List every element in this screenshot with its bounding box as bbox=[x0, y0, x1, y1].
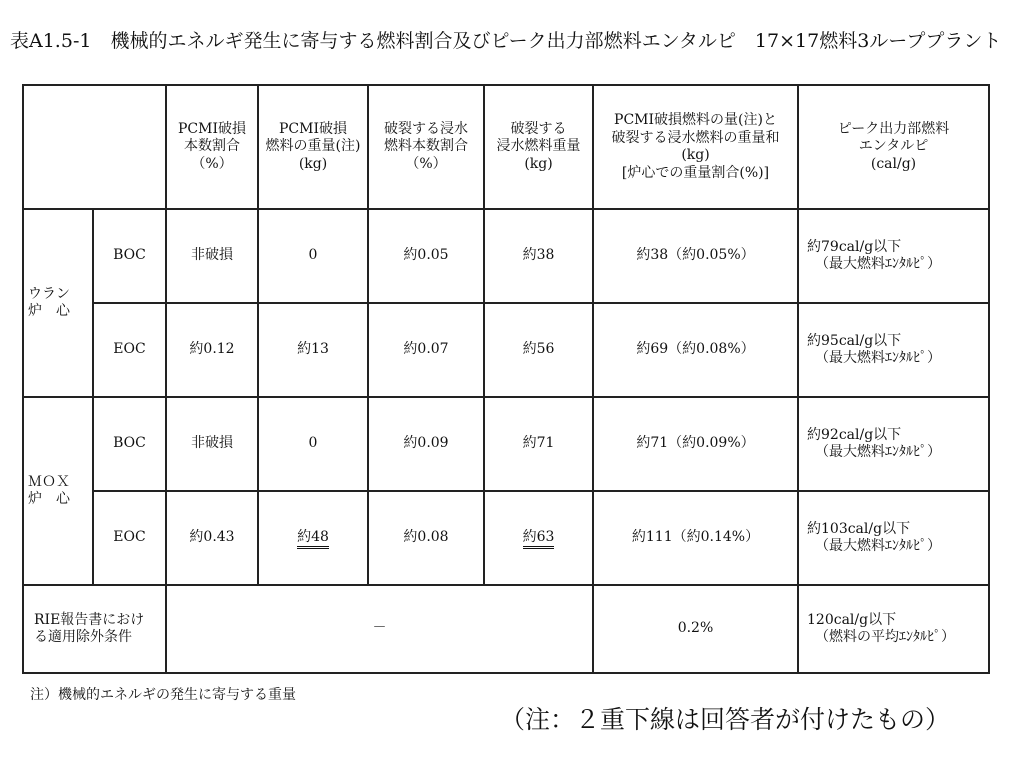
enthalpy-cell bbox=[798, 209, 989, 303]
table-row bbox=[23, 491, 989, 585]
enthalpy-cell bbox=[798, 303, 989, 397]
enthalpy-note: （最大燃料ｴﾝﾀﾙﾋﾟ） bbox=[815, 350, 941, 366]
header-weight-sum: PCMI破損燃料の量(注)と 破裂する浸水燃料の重量和 (kg) [炉心での重量割合(%)] bbox=[593, 85, 798, 209]
enthalpy-value: 120cal/g以下 bbox=[807, 611, 897, 628]
enthalpy-value: 約79cal/g以下 bbox=[807, 238, 902, 255]
burst-ratio-cell: 約0.09 bbox=[368, 397, 484, 491]
burst-weight-cell: 約56 bbox=[484, 303, 593, 397]
phase-cell: BOC bbox=[93, 397, 166, 491]
burst-ratio-cell: 約0.05 bbox=[368, 209, 484, 303]
burst-ratio-cell: 約0.08 bbox=[368, 491, 484, 585]
header-burst-weight: 破裂する 浸水燃料重量 (kg) bbox=[484, 85, 593, 209]
burst-ratio-cell: 約0.07 bbox=[368, 303, 484, 397]
enthalpy-value: 約103cal/g以下 bbox=[807, 520, 911, 537]
enthalpy-note: （燃料の平均ｴﾝﾀﾙﾋﾟ） bbox=[815, 629, 955, 645]
header-pcmi-weight: PCMI破損 燃料の重量(注) (kg) bbox=[258, 85, 368, 209]
weight-sum-cell: 約69（約0.08%） bbox=[593, 303, 798, 397]
enthalpy-note: （最大燃料ｴﾝﾀﾙﾋﾟ） bbox=[815, 256, 941, 272]
enthalpy-cell bbox=[798, 491, 989, 585]
enthalpy-value: 約95cal/g以下 bbox=[807, 332, 902, 349]
core-label-uranium: ウラン 炉 心 bbox=[23, 209, 93, 397]
table-row bbox=[23, 303, 989, 397]
pcmi-ratio-cell: 約0.43 bbox=[166, 491, 258, 585]
pcmi-weight-cell: 0 bbox=[258, 397, 368, 491]
double-underlined-value: 約48 bbox=[297, 529, 329, 549]
rie-label: RIE報告書におけ る適用除外条件 bbox=[23, 585, 166, 673]
burst-weight-cell: 約71 bbox=[484, 397, 593, 491]
rie-dash-cell: － bbox=[166, 585, 593, 673]
weight-sum-cell: 約71（約0.09%） bbox=[593, 397, 798, 491]
table-row bbox=[23, 209, 989, 303]
header-blank bbox=[23, 85, 166, 209]
header-pcmi-ratio: PCMI破損 本数割合 （%） bbox=[166, 85, 258, 209]
enthalpy-value: 約92cal/g以下 bbox=[807, 426, 902, 443]
double-underlined-value: 約63 bbox=[523, 529, 555, 549]
pcmi-ratio-cell: 約0.12 bbox=[166, 303, 258, 397]
pcmi-ratio-cell: 非破損 bbox=[166, 209, 258, 303]
header-burst-ratio: 破裂する浸水 燃料本数割合 （%） bbox=[368, 85, 484, 209]
burst-weight-cell bbox=[484, 491, 593, 585]
weight-sum-cell: 約111（約0.14%） bbox=[593, 491, 798, 585]
phase-cell: EOC bbox=[93, 303, 166, 397]
enthalpy-cell bbox=[798, 397, 989, 491]
header-enthalpy: ピーク出力部燃料 エンタルピ (cal/g) bbox=[798, 85, 989, 209]
pcmi-ratio-cell: 非破損 bbox=[166, 397, 258, 491]
burst-weight-cell: 約38 bbox=[484, 209, 593, 303]
respondent-note: （注：２重下線は回答者が付けたもの） bbox=[500, 705, 951, 734]
weight-sum-cell: 約38（約0.05%） bbox=[593, 209, 798, 303]
rie-value-cell: 0.2% bbox=[593, 585, 798, 673]
enthalpy-note: （最大燃料ｴﾝﾀﾙﾋﾟ） bbox=[815, 444, 941, 460]
phase-cell: BOC bbox=[93, 209, 166, 303]
pcmi-weight-cell: 0 bbox=[258, 209, 368, 303]
pcmi-weight-cell: 約13 bbox=[258, 303, 368, 397]
core-label-mox: ＭＯＸ 炉 心 bbox=[23, 397, 93, 585]
data-table bbox=[22, 84, 990, 674]
phase-cell: EOC bbox=[93, 491, 166, 585]
table-title: 表A1.5-1 機械的エネルギ発生に寄与する燃料割合及びピーク出力部燃料エンタルピ 17×17燃料3ループプラント bbox=[10, 30, 1002, 52]
header-row bbox=[23, 85, 989, 209]
pcmi-weight-cell bbox=[258, 491, 368, 585]
table-row-rie bbox=[23, 585, 989, 673]
enthalpy-note: （最大燃料ｴﾝﾀﾙﾋﾟ） bbox=[815, 538, 941, 554]
table-row bbox=[23, 397, 989, 491]
enthalpy-cell bbox=[798, 585, 989, 673]
footnote: 注）機械的エネルギの発生に寄与する重量 bbox=[30, 687, 296, 703]
